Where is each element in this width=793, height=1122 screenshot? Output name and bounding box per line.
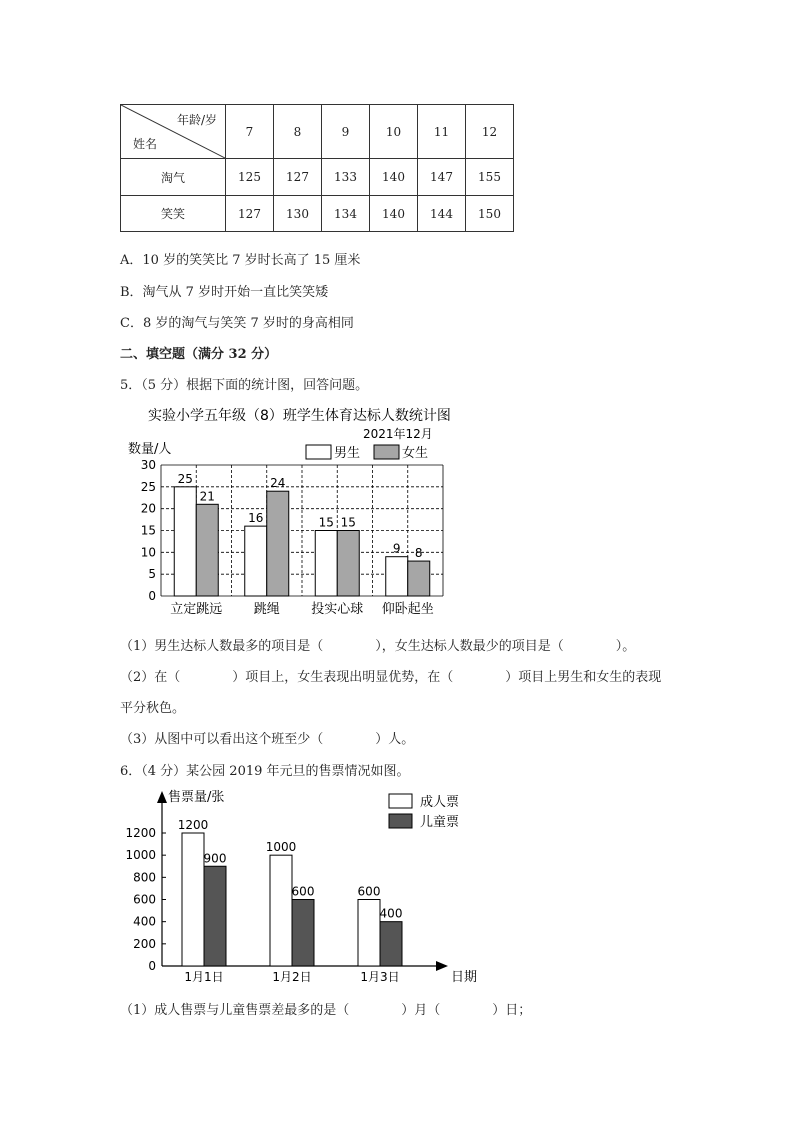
legend-swatch-girls <box>374 445 399 459</box>
header-age-label: 年龄/岁 <box>176 113 217 127</box>
chart-fitness <box>118 400 458 622</box>
table-diagonal-header <box>121 105 226 159</box>
bar-boys <box>174 487 196 596</box>
x-tick-label: 仰卧起坐 <box>381 602 434 617</box>
legend-label-adult: 成人票 <box>420 795 460 810</box>
value-cell: 150 <box>466 196 514 232</box>
question-5-stem: 5．（5 分）根据下面的统计图，回答问题。 <box>120 378 369 393</box>
age-cell: 12 <box>466 105 514 159</box>
bar-girls <box>408 561 430 596</box>
data-label: 400 <box>379 906 403 921</box>
question-6-sub1: （1）成人售票与儿童售票差最多的是（ ）月（ ）日； <box>120 1003 532 1018</box>
x-tick-label: 跳绳 <box>253 602 280 617</box>
y-tick-label: 10 <box>140 545 156 560</box>
option-c: C．8 岁的淘气与笑笑 7 岁时的身高相同 <box>120 316 354 331</box>
data-label: 600 <box>291 884 315 899</box>
bar-boys <box>245 526 267 596</box>
legend-label-girls: 女生 <box>402 446 429 461</box>
x-tick-label: 立定跳远 <box>170 602 223 617</box>
value-cell: 140 <box>370 196 418 232</box>
bar-child <box>380 922 402 966</box>
bar-boys <box>386 557 408 596</box>
y-axis-label: 数量/人 <box>128 442 172 457</box>
y-tick-label: 1200 <box>125 826 156 840</box>
data-label: 1000 <box>265 840 297 855</box>
option-a: A．10 岁的笑笑比 7 岁时长高了 15 厘米 <box>120 253 361 268</box>
y-tick-label: 20 <box>140 501 156 516</box>
value-cell: 130 <box>274 196 322 232</box>
x-tick-label: 1月2日 <box>272 970 312 984</box>
data-label: 900 <box>203 851 227 866</box>
question-5-sub3: （3）从图中可以看出这个班至少（ ）人。 <box>120 732 415 747</box>
option-b: B．淘气从 7 岁时开始一直比笑笑矮 <box>120 285 329 300</box>
chart-title: 实验小学五年级（8）班学生体育达标人数统计图 <box>148 408 451 424</box>
y-tick-label: 15 <box>140 523 156 538</box>
question-5-sub2-cont: 平分秋色。 <box>120 701 186 716</box>
y-tick-label: 1000 <box>125 848 156 863</box>
y-tick-label: 400 <box>133 914 156 929</box>
data-label: 21 <box>199 489 215 504</box>
table-row <box>121 159 514 196</box>
x-tick-label: 1月3日 <box>360 970 400 984</box>
y-tick-label: 800 <box>133 870 156 885</box>
bar-adult <box>182 833 204 966</box>
y-tick-label: 25 <box>140 479 156 494</box>
data-label: 1200 <box>177 818 209 832</box>
age-cell: 10 <box>370 105 418 159</box>
age-cell: 7 <box>226 105 274 159</box>
value-cell: 125 <box>226 159 274 196</box>
x-axis-arrow <box>436 961 448 971</box>
x-tick-label: 1月1日 <box>184 970 224 984</box>
data-label: 15 <box>340 515 356 530</box>
data-label: 24 <box>270 476 286 491</box>
row-name-cell: 笑笑 <box>121 196 226 232</box>
data-label: 16 <box>248 511 264 526</box>
section-title: 二、填空题（满分 32 分） <box>120 347 278 362</box>
bar-child <box>204 866 226 966</box>
bar-boys <box>315 531 337 597</box>
legend-swatch-boys <box>306 445 331 459</box>
value-cell: 134 <box>322 196 370 232</box>
data-label: 600 <box>357 884 381 899</box>
y-axis-arrow <box>157 791 167 803</box>
value-cell: 127 <box>274 159 322 196</box>
bar-girls <box>337 531 359 597</box>
data-label: 9 <box>392 541 401 556</box>
bar-adult <box>270 855 292 966</box>
chart-subtitle: 2021年12月 <box>363 427 433 441</box>
legend-swatch-adult <box>389 794 412 808</box>
y-tick-label: 0 <box>148 589 156 603</box>
age-cell: 8 <box>274 105 322 159</box>
y-axis-label: 售票量/张 <box>168 790 225 805</box>
y-tick-label: 600 <box>133 892 156 907</box>
y-tick-label: 30 <box>140 458 156 472</box>
y-tick-label: 0 <box>148 959 156 973</box>
question-6-stem: 6．（4 分）某公园 2019 年元旦的售票情况如图。 <box>120 764 410 779</box>
legend-label-child: 儿童票 <box>420 815 460 830</box>
table-header-row <box>121 105 514 159</box>
value-cell: 140 <box>370 159 418 196</box>
bar-child <box>292 900 314 967</box>
legend-label-boys: 男生 <box>334 446 361 461</box>
value-cell: 155 <box>466 159 514 196</box>
bar-girls <box>196 504 218 596</box>
age-cell: 9 <box>322 105 370 159</box>
chart-tickets <box>118 783 478 993</box>
bar-girls <box>267 491 289 596</box>
age-cell: 11 <box>418 105 466 159</box>
data-label: 8 <box>414 546 423 561</box>
row-name-cell: 淘气 <box>121 159 226 196</box>
legend-swatch-child <box>389 814 412 828</box>
bar-adult <box>358 900 380 967</box>
question-5-sub2: （2）在（ ）项目上，女生表现出明显优势，在（ ）项目上男生和女生的表现 <box>120 670 662 685</box>
x-tick-label: 投实心球 <box>311 602 364 617</box>
data-label: 15 <box>318 515 334 530</box>
header-name-label: 姓名 <box>133 137 158 151</box>
value-cell: 127 <box>226 196 274 232</box>
question-5-sub1: （1）男生达标人数最多的项目是（ ），女生达标人数最少的项目是（ ）。 <box>120 639 636 654</box>
x-axis-label: 日期 <box>451 970 478 985</box>
data-label: 25 <box>177 471 193 486</box>
y-tick-label: 5 <box>148 567 156 582</box>
value-cell: 147 <box>418 159 466 196</box>
height-table <box>120 104 514 232</box>
value-cell: 144 <box>418 196 466 232</box>
y-tick-label: 200 <box>133 936 156 951</box>
table-row <box>121 196 514 232</box>
value-cell: 133 <box>322 159 370 196</box>
